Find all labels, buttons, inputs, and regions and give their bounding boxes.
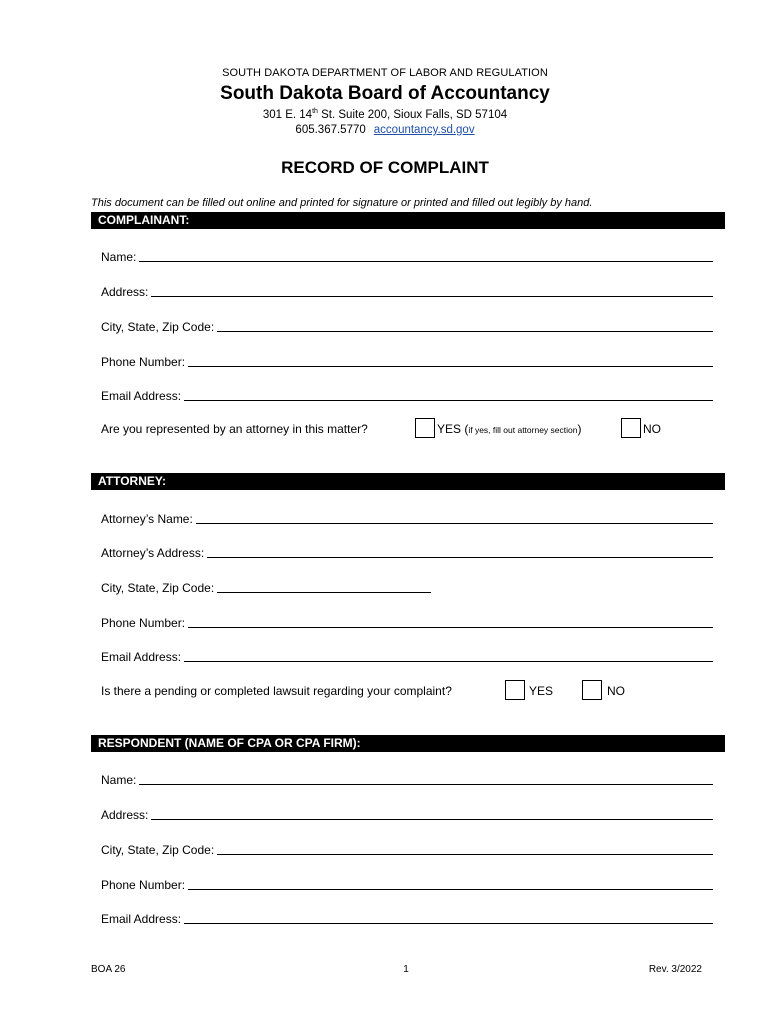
instructions-note: This document can be filled out online and printed for signature or printed and filled out legibly by hand.	[91, 197, 593, 209]
field-label: Phone Number:	[101, 878, 186, 892]
board-name: South Dakota Board of Accountancy	[220, 83, 550, 104]
yes-close: )	[577, 422, 582, 436]
board-website-link[interactable]: accountancy.sd.gov	[373, 124, 475, 136]
field-label: Attorney’s Name:	[101, 512, 193, 526]
board-phone: 605.367.5770	[295, 124, 366, 136]
respondent-email-input[interactable]	[184, 913, 713, 924]
yes-note: if yes, fill out attorney section	[468, 425, 578, 435]
attorney-phone-input[interactable]	[188, 617, 713, 628]
respondent-name-field[interactable]	[101, 771, 713, 787]
board-address	[0, 108, 770, 121]
complainant-name-input[interactable]	[139, 251, 713, 262]
board-contact	[0, 124, 770, 136]
complainant-phone-input[interactable]	[188, 356, 713, 367]
field-label: City, State, Zip Code:	[101, 320, 215, 334]
address-part: 301 E. 14	[262, 108, 313, 121]
page-number: 1	[403, 964, 409, 975]
lawsuit-yes-checkbox[interactable]	[505, 680, 525, 700]
field-label: Address:	[101, 808, 149, 822]
field-label: City, State, Zip Code:	[101, 581, 215, 595]
complainant-city-input[interactable]	[217, 321, 713, 332]
field-label: Email Address:	[101, 912, 182, 926]
attorney-question: Are you represented by an attorney in this matter?	[101, 422, 368, 436]
attorney-email-field[interactable]	[101, 648, 713, 664]
respondent-phone-field[interactable]	[101, 876, 713, 892]
attorney-name-field[interactable]	[101, 510, 713, 526]
attorney-address-input[interactable]	[207, 547, 713, 558]
department-name: SOUTH DAKOTA DEPARTMENT OF LABOR AND REGULATION	[222, 67, 548, 79]
attorney-yes-checkbox[interactable]	[415, 418, 435, 438]
attorney-yes-label	[437, 422, 581, 436]
lawsuit-no-checkbox[interactable]	[582, 680, 602, 700]
respondent-phone-input[interactable]	[188, 879, 713, 890]
complainant-email-field[interactable]	[101, 387, 713, 403]
complainant-email-input[interactable]	[184, 390, 713, 401]
attorney-city-input[interactable]	[217, 582, 431, 593]
attorney-email-input[interactable]	[184, 651, 713, 662]
attorney-section-header: ATTORNEY:	[91, 473, 725, 490]
field-label: Name:	[101, 250, 137, 264]
field-label: Name:	[101, 773, 137, 787]
field-label: City, State, Zip Code:	[101, 843, 215, 857]
respondent-city-input[interactable]	[217, 844, 713, 855]
attorney-address-field[interactable]	[101, 544, 713, 560]
attorney-phone-field[interactable]	[101, 614, 713, 630]
complainant-section-header: COMPLAINANT:	[91, 212, 725, 229]
address-rest: St. Suite 200, Sioux Falls, SD 57104	[317, 108, 508, 121]
revision-date: Rev. 3/2022	[648, 964, 702, 975]
complainant-city-field[interactable]	[101, 318, 713, 334]
attorney-city-field[interactable]	[101, 579, 431, 595]
document-title: RECORD OF COMPLAINT	[281, 158, 489, 177]
address-suffix: th	[312, 108, 318, 115]
respondent-name-input[interactable]	[139, 774, 713, 785]
field-label: Phone Number:	[101, 616, 186, 630]
form-id: BOA 26	[91, 964, 126, 975]
respondent-city-field[interactable]	[101, 841, 713, 857]
complainant-phone-field[interactable]	[101, 353, 713, 369]
field-label: Attorney’s Address:	[101, 546, 205, 560]
attorney-no-label: NO	[643, 422, 661, 436]
respondent-email-field[interactable]	[101, 910, 713, 926]
field-label: Phone Number:	[101, 355, 186, 369]
attorney-no-checkbox[interactable]	[621, 418, 641, 438]
complainant-name-field[interactable]	[101, 248, 713, 264]
complainant-address-field[interactable]	[101, 283, 713, 299]
field-label: Email Address:	[101, 650, 182, 664]
respondent-section-header: RESPONDENT (NAME OF CPA OR CPA FIRM):	[91, 735, 725, 752]
lawsuit-yes-label: YES	[529, 684, 554, 698]
attorney-name-input[interactable]	[196, 513, 713, 524]
lawsuit-no-label: NO	[607, 684, 625, 698]
respondent-address-field[interactable]	[101, 806, 713, 822]
field-label: Email Address:	[101, 389, 182, 403]
field-label: Address:	[101, 285, 149, 299]
lawsuit-question: Is there a pending or completed lawsuit regarding your complaint?	[101, 684, 452, 698]
complainant-address-input[interactable]	[151, 286, 713, 297]
yes-text: YES (	[437, 422, 469, 436]
respondent-address-input[interactable]	[151, 809, 713, 820]
